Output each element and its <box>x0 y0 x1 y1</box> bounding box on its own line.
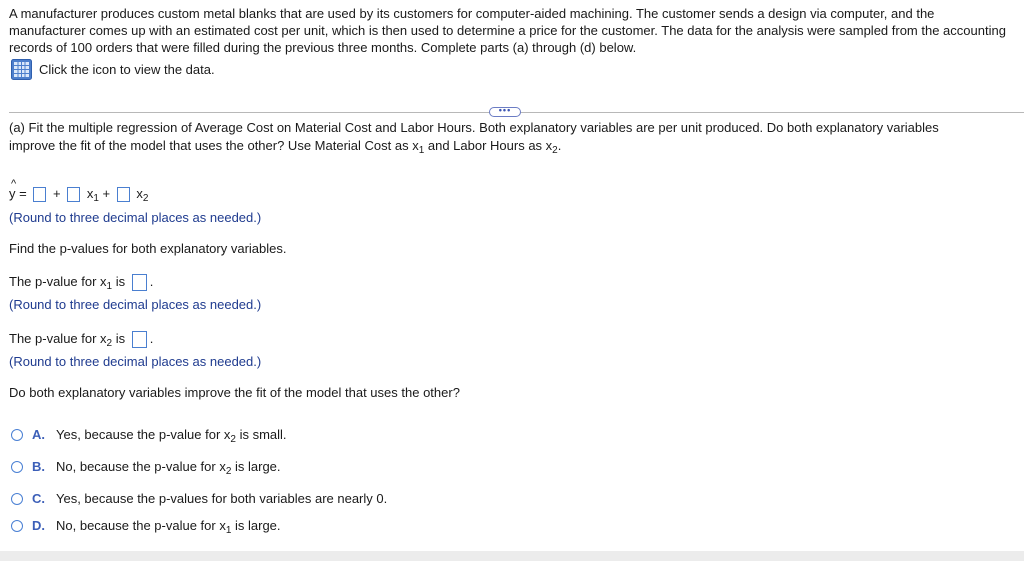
view-data-link[interactable] <box>11 59 215 80</box>
y-hat: ^ y <box>9 178 17 201</box>
question-part-a <box>9 120 1019 163</box>
radio-c[interactable] <box>11 493 23 505</box>
footer-bar <box>0 551 1024 561</box>
regression-equation: ^ y = + $x_1 + x_2$ <box>9 178 149 204</box>
p-value-x1-hint: (Round to three decimal places as needed.) <box>9 297 262 312</box>
ellipsis-icon: ••• <box>498 105 512 115</box>
data-table-icon[interactable] <box>11 59 32 80</box>
intercept-input[interactable] <box>33 187 46 202</box>
x1-coefficient-input[interactable] <box>67 187 80 202</box>
option-c[interactable]: C. Yes, because the p-values for both variables are nearly 0. <box>11 491 387 506</box>
p-value-x1-input[interactable] <box>132 274 147 291</box>
p-value-x2-hint: (Round to three decimal places as needed.) <box>9 354 262 369</box>
expand-button[interactable] <box>489 107 521 117</box>
p-value-x2-input[interactable] <box>132 331 147 348</box>
mc-prompt: Do both explanatory variables improve the fit of the model that uses the other? <box>9 385 460 400</box>
p-value-x2-row: The p-value for $x_2$ is . <box>9 331 154 349</box>
p-value-x1-row: The p-value for $x_1$ is . <box>9 274 154 292</box>
radio-d[interactable] <box>11 520 23 532</box>
question-line-2: improve the fit of the model that uses the other? Use Material Cost as $x_1$ and Labor Hours as $x_2$. <box>9 138 562 156</box>
pvalues-prompt: Find the p-values for both explanatory variables. <box>9 241 287 256</box>
radio-b[interactable] <box>11 461 23 473</box>
view-data-label[interactable]: Click the icon to view the data. <box>39 62 215 77</box>
option-d[interactable]: D. No, because the p-value for $x_1$ is large. <box>11 518 281 533</box>
equation-hint: (Round to three decimal places as needed.) <box>9 210 262 225</box>
problem-intro: A manufacturer produces custom metal blanks that are used by its customers for computer-aided machining. The customer sends a design via computer, and the manufacturer comes up with an estimated cost per unit, which is then used to determine a price for the customer. The data for the analysis were sampled from the accounting records of 100 orders that were filled during the previous three months. Complete parts (a) through (d) below. <box>9 6 1006 55</box>
option-b[interactable]: B. No, because the p-value for $x_2$ is large. <box>11 459 281 474</box>
question-line-1: (a) Fit the multiple regression of Average Cost on Material Cost and Labor Hours. Both explanatory variables are per unit produced. Do both explanatory variables <box>9 120 939 135</box>
x2-coefficient-input[interactable] <box>117 187 130 202</box>
radio-a[interactable] <box>11 429 23 441</box>
option-a[interactable]: A. Yes, because the p-value for $x_2$ is small. <box>11 427 287 442</box>
